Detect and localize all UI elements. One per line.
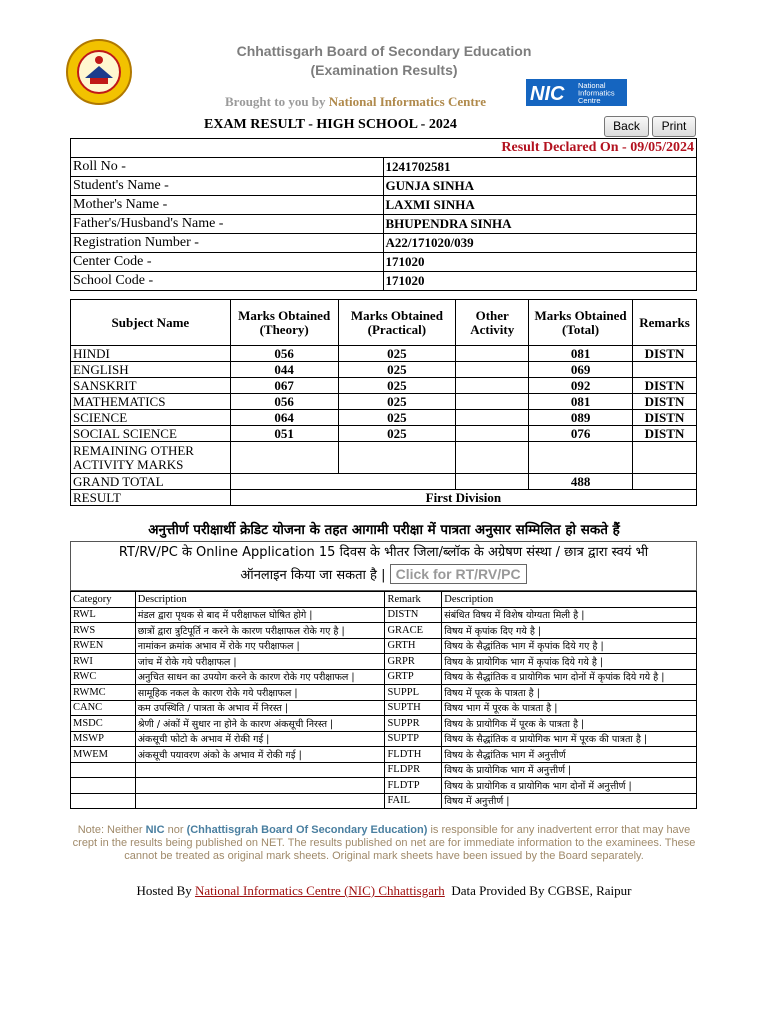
student-name: GUNJA SINHA: [383, 177, 696, 196]
remark-code: FLDTP: [385, 778, 442, 794]
rt-rv-pc-box: [70, 541, 697, 591]
total-marks: 081: [529, 346, 633, 362]
remark-description: विषय के प्रायोगिक में पूरक के पात्रता है |: [442, 716, 697, 732]
theory-marks: 051: [230, 426, 338, 442]
remark-code: DISTN: [385, 607, 442, 623]
brought-by: [225, 94, 486, 110]
table-row: [71, 747, 697, 763]
remark-description: विषय के सैद्धांतिक व प्रायोगिक भाग में पूरक की पात्रता है |: [442, 731, 697, 747]
table-row: [71, 215, 697, 234]
remark-description: विषय के सैद्धांतिक भाग में अनुत्तीर्ण: [442, 747, 697, 763]
table-row: [71, 234, 697, 253]
remark-code: GRPR: [385, 654, 442, 670]
table-row: [71, 685, 697, 701]
category-code: MSWP: [71, 731, 136, 747]
table-row: [71, 177, 697, 196]
codes-header-row: [71, 592, 697, 608]
category-code: RWS: [71, 623, 136, 639]
table-row: [71, 669, 697, 685]
footer: [0, 883, 768, 899]
category-code: MWEM: [71, 747, 136, 763]
practical-marks: 025: [338, 346, 456, 362]
center-code: 171020: [383, 253, 696, 272]
table-row: [71, 793, 697, 809]
remark-code: FLDTH: [385, 747, 442, 763]
result-label: RESULT: [71, 490, 231, 506]
remarks: [632, 362, 696, 378]
back-button[interactable]: Back: [604, 116, 649, 137]
codes-table: [70, 591, 697, 809]
category-code: RWI: [71, 654, 136, 670]
remark-description: विषय भाग में पूरक के पात्रता है |: [442, 700, 697, 716]
note-part-3: is responsible for any inadvertent error that may have crept in the results being published on NET. The results published on net are for immediate information to the examinees. These cannot be treated as original mark sheets. Original mark sheets have been issued by the Board separately.: [72, 824, 696, 862]
category-description: कम उपस्थिति / पात्रता के अभाव में निरस्त |: [135, 700, 385, 716]
category-description: अनुचित साधन का उपयोग करने के कारण रोके गए परीक्षाफल |: [135, 669, 385, 685]
subject-name: SCIENCE: [71, 410, 231, 426]
table-row: [71, 762, 697, 778]
practical-marks: 025: [338, 426, 456, 442]
total-marks: 092: [529, 378, 633, 394]
table-row: [71, 700, 697, 716]
remark-code: GRTP: [385, 669, 442, 685]
table-row: [71, 716, 697, 732]
rt-line-2: ऑनलाइन किया जा सकता है |: [240, 568, 386, 583]
theory-marks: 056: [230, 394, 338, 410]
board-title: [0, 42, 768, 80]
practical-marks: 025: [338, 394, 456, 410]
remark-code: SUPPL: [385, 685, 442, 701]
remarks: DISTN: [632, 394, 696, 410]
remark-code: SUPTH: [385, 700, 442, 716]
category-description: जांच में रोके गये परीक्षाफल |: [135, 654, 385, 670]
category-code: MSDC: [71, 716, 136, 732]
results-subtitle: (Examination Results): [310, 62, 458, 78]
col-header: Marks Obtained (Practical): [338, 300, 456, 346]
remarks: DISTN: [632, 378, 696, 394]
col-header: Subject Name: [71, 300, 231, 346]
category-description: [135, 778, 385, 794]
codes-col-header: Description: [135, 592, 385, 608]
col-header: Marks Obtained (Theory): [230, 300, 338, 346]
category-description: श्रेणी / अंकों में सुधार ना होने के कारण अंकसूची निरस्त |: [135, 716, 385, 732]
total-marks: 069: [529, 362, 633, 378]
table-row: [71, 654, 697, 670]
nic-logo-text: NIC: [530, 83, 565, 105]
remark-code: GRACE: [385, 623, 442, 639]
codes-col-header: Category: [71, 592, 136, 608]
remarks: DISTN: [632, 346, 696, 362]
practical-marks: 025: [338, 378, 456, 394]
theory-marks: 056: [230, 346, 338, 362]
remark-code: SUPPR: [385, 716, 442, 732]
field-label: Registration Number -: [71, 234, 384, 253]
credit-scheme-notice: अनुत्तीर्ण परीक्षार्थी क्रेडिट योजना के तहत आगामी परीक्षा में पात्रता अनुसार सम्मिलित हो सकते हैं: [148, 522, 620, 538]
note-part-2: nor: [167, 824, 184, 836]
table-row: [71, 731, 697, 747]
grand-total-label: GRAND TOTAL: [71, 474, 231, 490]
remark-code: FAIL: [385, 793, 442, 809]
hosted-prefix: Hosted By: [136, 883, 192, 898]
total-marks: 089: [529, 410, 633, 426]
brought-prefix: Brought to you by: [225, 94, 326, 109]
subject-name: HINDI: [71, 346, 231, 362]
field-label: Father's/Husband's Name -: [71, 215, 384, 234]
category-description: मंडल द्वारा पृथक से बाद में परीक्षाफल घोषित होगे |: [135, 607, 385, 623]
remark-description: विषय के प्रायोगिक व प्रायोगिक भाग दोनों में अनुत्तीर्ण |: [442, 778, 697, 794]
table-row: [71, 272, 697, 291]
rt-rv-pc-link[interactable]: Click for RT/RV/PC: [390, 564, 527, 584]
table-row: [71, 442, 697, 474]
remark-description: विषय के प्रायोगिक भाग में अनुत्तीर्ण |: [442, 762, 697, 778]
category-code: [71, 793, 136, 809]
subject-name: ENGLISH: [71, 362, 231, 378]
remark-description: विषय में अनुत्तीर्ण |: [442, 793, 697, 809]
data-provided: Data Provided By CGBSE, Raipur: [451, 883, 632, 898]
remark-description: विषय के सैद्धांतिक भाग में कृपांक दिये गए है |: [442, 638, 697, 654]
other-activity: [456, 362, 529, 378]
table-row: [71, 623, 697, 639]
brought-org: National Informatics Centre: [328, 94, 486, 109]
codes-col-header: Remark: [385, 592, 442, 608]
remark-description: विषय में पूरक के पात्रता है |: [442, 685, 697, 701]
nic-logo: [526, 79, 627, 106]
practical-marks: 025: [338, 410, 456, 426]
category-description: अंकसूची पयावरण अंको के अभाव में रोकी गई |: [135, 747, 385, 763]
school-code: 171020: [383, 272, 696, 291]
note-nic: NIC: [145, 824, 165, 836]
note-board: (Chhattisgrah Board Of Secondary Education): [186, 824, 428, 836]
result-declared: Result Declared On - 09/05/2024: [71, 139, 697, 158]
table-row: [71, 490, 697, 506]
board-name: Chhattisgarh Board of Secondary Education: [236, 43, 532, 59]
table-row: [71, 378, 697, 394]
field-label: Mother's Name -: [71, 196, 384, 215]
category-description: [135, 762, 385, 778]
remark-description: संबंधित विषय में विशेष योग्यता मिली है |: [442, 607, 697, 623]
remark-description: विषय के सैद्धांतिक व प्रायोगिक भाग दोनों में कृपांक दिये गये है |: [442, 669, 697, 685]
theory-marks: 067: [230, 378, 338, 394]
category-description: नामांकन क्रमांक अभाव में रोके गए परीक्षाफल |: [135, 638, 385, 654]
category-description: [135, 793, 385, 809]
nic-logo-sub2: Informatics: [578, 88, 615, 98]
theory-marks: 064: [230, 410, 338, 426]
category-code: [71, 778, 136, 794]
other-activity: [456, 394, 529, 410]
col-header: Remarks: [632, 300, 696, 346]
nic-logo-sub3: Centre: [578, 96, 601, 105]
field-label: Roll No -: [71, 158, 384, 177]
table-row: [71, 638, 697, 654]
category-code: CANC: [71, 700, 136, 716]
disclaimer-note: [70, 824, 698, 863]
category-description: अंकसूची फोटो के अभाव में रोकी गई |: [135, 731, 385, 747]
category-code: RWC: [71, 669, 136, 685]
other-activity: [456, 346, 529, 362]
roll-number: 1241702581: [383, 158, 696, 177]
field-label: Center Code -: [71, 253, 384, 272]
remark-code: FLDPR: [385, 762, 442, 778]
father-name: BHUPENDRA SINHA: [383, 215, 696, 234]
category-code: RWEN: [71, 638, 136, 654]
table-row: [71, 158, 697, 177]
marks-table: [70, 299, 697, 506]
remaining-activity-label: REMAINING OTHER ACTIVITY MARKS: [71, 442, 231, 474]
other-activity: [456, 378, 529, 394]
nic-logo-sub1: National: [578, 81, 606, 90]
table-row: [71, 196, 697, 215]
subject-name: SOCIAL SCIENCE: [71, 426, 231, 442]
rt-line-1: RT/RV/PC के Online Application 15 दिवस के भीतर जिला/ब्लॉक के अग्रेषण संस्था / छात्र द्वारा स्वयं भी: [118, 545, 649, 560]
other-activity: [456, 410, 529, 426]
table-row: [71, 607, 697, 623]
table-row: [71, 394, 697, 410]
col-header: Marks Obtained (Total): [529, 300, 633, 346]
field-label: Student's Name -: [71, 177, 384, 196]
category-description: सामूहिक नकल के कारण रोके गये परीक्षाफल |: [135, 685, 385, 701]
remark-code: GRTH: [385, 638, 442, 654]
total-marks: 076: [529, 426, 633, 442]
result-division: First Division: [230, 490, 696, 506]
exam-title: EXAM RESULT - HIGH SCHOOL - 2024: [204, 117, 457, 132]
subject-name: SANSKRIT: [71, 378, 231, 394]
other-activity: [456, 426, 529, 442]
theory-marks: 044: [230, 362, 338, 378]
table-row: [71, 346, 697, 362]
codes-col-header: Description: [442, 592, 697, 608]
student-details-table: [70, 138, 697, 291]
marks-header-row: [71, 300, 697, 346]
table-row: [71, 362, 697, 378]
table-row: [71, 778, 697, 794]
remark-description: विषय में कृपांक दिए गये है |: [442, 623, 697, 639]
practical-marks: 025: [338, 362, 456, 378]
col-header: Other Activity: [456, 300, 529, 346]
category-code: RWMC: [71, 685, 136, 701]
grand-total-value: 488: [529, 474, 633, 490]
field-label: School Code -: [71, 272, 384, 291]
table-row: [71, 426, 697, 442]
category-code: [71, 762, 136, 778]
note-part-1: Note: Neither: [77, 824, 143, 836]
category-description: छात्रों द्वारा त्रुटिपूर्ति न करने के कारण परीक्षाफल रोके गए है |: [135, 623, 385, 639]
nic-chhattisgarh-link[interactable]: National Informatics Centre (NIC) Chhattisgarh: [194, 883, 445, 898]
table-row: [71, 253, 697, 272]
total-marks: 081: [529, 394, 633, 410]
registration-number: A22/171020/039: [383, 234, 696, 253]
remarks: DISTN: [632, 426, 696, 442]
table-row: [71, 410, 697, 426]
table-row: [71, 474, 697, 490]
category-code: RWL: [71, 607, 136, 623]
remarks: DISTN: [632, 410, 696, 426]
subject-name: MATHEMATICS: [71, 394, 231, 410]
print-button[interactable]: Print: [652, 116, 696, 137]
remark-description: विषय के प्रायोगिक भाग में कृपांक दिये गये है |: [442, 654, 697, 670]
remark-code: SUPTP: [385, 731, 442, 747]
mother-name: LAXMI SINHA: [383, 196, 696, 215]
